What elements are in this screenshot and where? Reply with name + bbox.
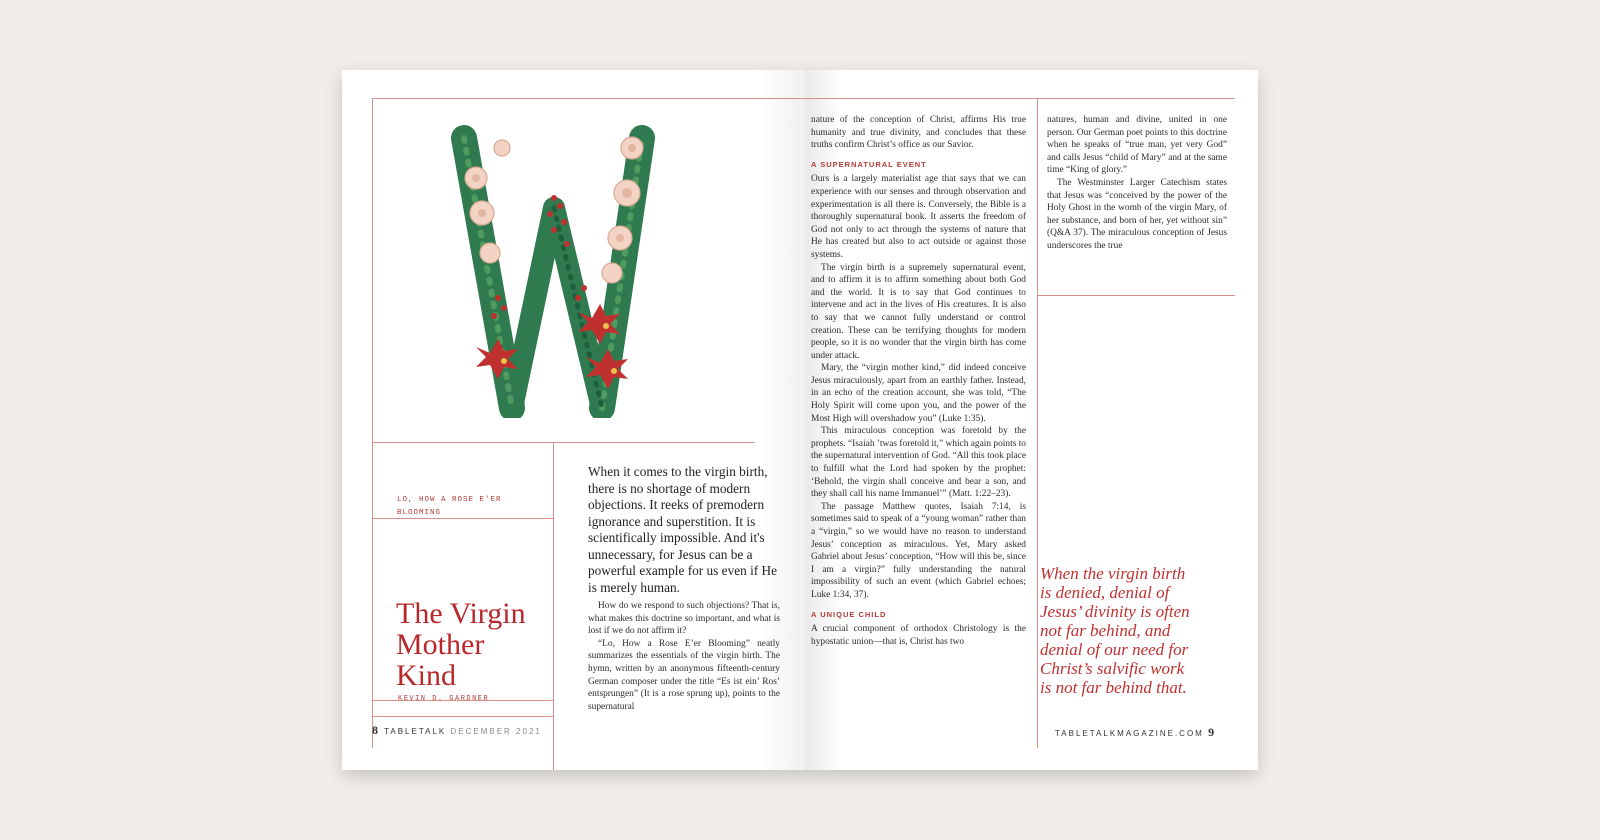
rule-column-divider [1037,98,1038,748]
right-column-2 [1047,114,1227,253]
left-body-text [588,600,780,713]
page-number: 8 [372,723,380,737]
rule-above-folio [372,716,553,717]
paragraph: The virgin birth is a supremely supernatural event, and to affirm it is to affirm something about both God and the world. It is to say that God continues to intervene and act in the lives of His creatures. It is also to say that we cannot fully understand or control creation. These can be terrifying thoughts for modern people, so it is no wonder that the virgin birth has come under attack. [811,262,1026,361]
rule-mid [1037,295,1235,296]
floral-letter-w-illustration [442,118,672,418]
title-line: The Virgin [396,597,526,630]
section-heading: A UNIQUE CHILD [811,609,887,619]
rule-left [372,98,373,748]
article-dek: When it comes to the virgin birth, there is no shortage of modern objections. It reeks of premodern ignorance and superstition. It is scientifically impossible. And it's unnecessary, for Jesus can be a powerful example for us even if He is merely human. [588,464,778,595]
paragraph: The passage Matthew quotes, Isaiah 7:14, is sometimes said to speak of a “young woman” rather than a “virgin,” so we would have no reason to understand Jesus’ conception as miraculous. Yet, Mary asked Gabriel about Jesus’ conception, “How will this be, since I am a virgin?” fully understanding the natural impossibility of such an event (which Gabriel echoes; Luke 1:34, 37). [811,501,1026,600]
title-line: Mother [396,628,485,661]
paragraph: How do we respond to such objections? That is, what makes this doctrine so important, and what is lost if we do not affirm it? [588,601,780,637]
article-kicker: LO, HOW A ROSE E'ER BLOOMING [397,496,502,517]
right-column-1 [811,114,1026,648]
paragraph: The Westminster Larger Catechism states that Jesus was “conceived by the power of the Holy Ghost in the womb of the virgin Mary, of her substance, and born of her, yet without sin” (Q&A 37). The miraculous conception of Jesus underscores the true [1047,177,1227,251]
rule-column-divider [553,442,554,770]
title-line: Kind [396,659,456,692]
issue-date: DECEMBER 2021 [450,727,542,736]
magazine-website: TABLETALKMAGAZINE.COM [1055,729,1204,738]
pull-quote: When the virgin birth is denied, denial of Jesus’ divinity is often not far behind, and denial of our need for Christ’s salvific work is not far behind that. [1040,564,1190,697]
paragraph: This miraculous conception was foretold by the prophets. “Isaiah ’twas foretold it,” which again points to the supernatural intervention of God. “All this took place to fulfill what the Lord had spoken by the prophet: ‘Behold, the virgin shall conceive and bear a son, and they shall call his name Immanuel’” (Matt. 1:22–23). [811,426,1026,500]
magazine-name: TABLETALK [384,727,447,736]
rule-top [372,98,805,99]
paragraph: Mary, the “virgin mother kind,” did indeed conceive Jesus miraculously, apart from an earthly father. Instead, in an echo of the creation account, she was told, “The Holy Spirit will come upon you, and the power of the Most High will overshadow you” (Luke 1:35). [811,363,1026,424]
rule-under-illustration [372,442,755,443]
rule-top [805,98,1235,99]
left-page [342,70,805,770]
left-folio [372,723,542,738]
paragraph: Ours is a largely materialist age that says that we can experience with our senses and through observation and experimentation is all there is. Conversely, the Bible is a thoroughly supernatural book. It asserts the freedom of God not only to act through the systems of nature that He has created but also to act outside or against those systems. [811,174,1026,260]
section-heading: A SUPERNATURAL EVENT [811,159,927,169]
paragraph: A crucial component of orthodox Christology is the hypostatic union—that is, Christ has two [811,624,1026,647]
paragraph: natures, human and divine, united in one person. Our German poet points to this doctrine when he speaks of “true man, yet very God” and calls Jesus “child of Mary” and at the same time “King of glory.” [1047,115,1227,176]
page-number: 9 [1208,725,1217,739]
magazine-spread [342,70,1258,770]
paragraph: “Lo, How a Rose E’er Blooming” neatly summarizes the essentials of the virgin birth. The hymn, written by an anonymous fifteenth-century German composer under the title “Es ist ein’ Ros’ entsprungen” (It is a rose sprung up), points to the supernatural [588,638,780,712]
paragraph: nature of the conception of Christ, affirms His true humanity and true divinity, and concludes that these truths confirm Christ’s office as our Savior. [811,115,1026,151]
author-byline: KEVIN D. GARDNER [398,695,490,703]
article-title [396,598,546,691]
right-folio [1055,725,1216,740]
